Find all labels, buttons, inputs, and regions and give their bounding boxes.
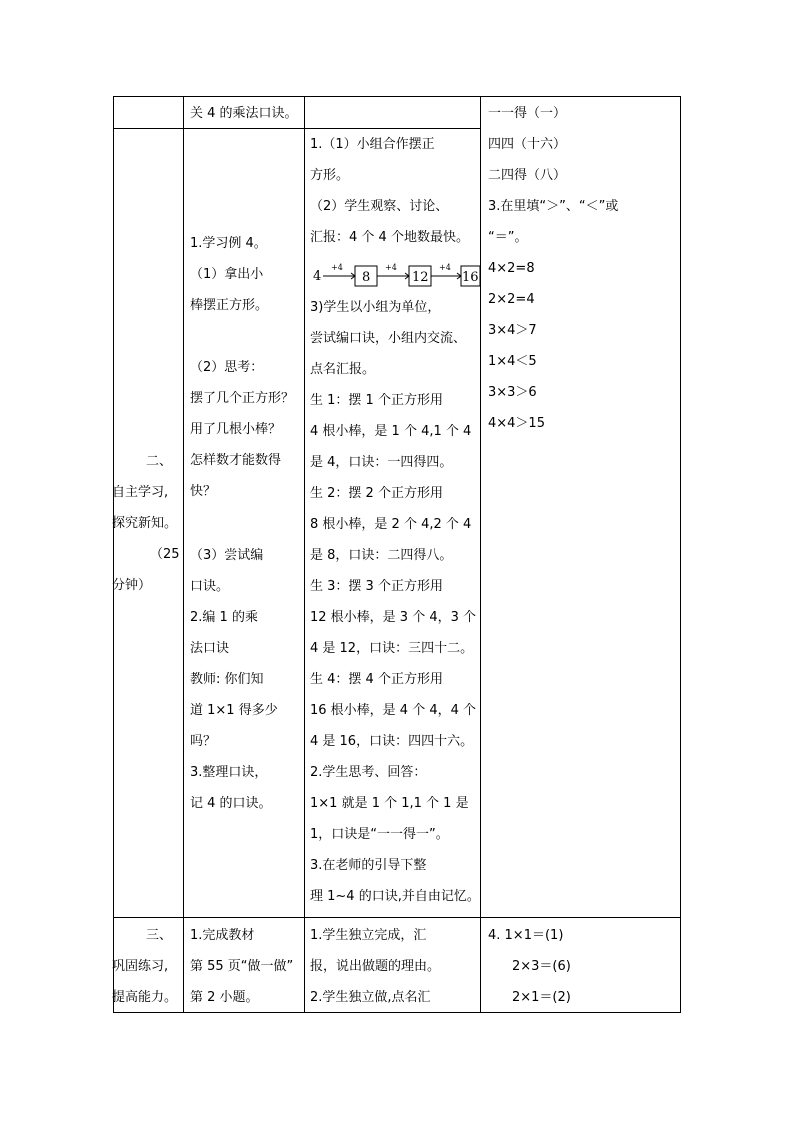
- section-three-heading: 三、 巩固练习, 提高能力。: [112, 928, 178, 1005]
- diagram-start-number: 4: [313, 269, 322, 284]
- answer-line: 3.在里填“＞”、“＜”或: [488, 199, 619, 214]
- row3-teacher: 1.完成教材 第 55 页“做一做” 第 2 小题。: [190, 928, 294, 1005]
- row1-col2-text: 关 4 的乘法口诀。: [190, 106, 298, 121]
- answer-line: 1×4＜5: [488, 354, 537, 369]
- student-activities-1: 1.（1）小组合作摆正 方形。 （2）学生观察、讨论、 汇报：4 个 4 个地数最快。: [310, 137, 469, 245]
- counting-diagram: [311, 261, 481, 289]
- diagram-step-label: +4: [439, 263, 451, 272]
- section-two-heading: 二、 自主学习, 探究新知。 （25 分钟）: [112, 454, 180, 593]
- answer-line: 4×2=8: [488, 261, 535, 276]
- answer-line: 4×4＞15: [488, 416, 545, 431]
- answer-line: 2×2=4: [488, 292, 535, 307]
- diagram-step-label: +4: [331, 263, 343, 272]
- student-activities-2: 3)学生以小组为单位， 尝试编口诀，小组内交流、 点名汇报。 生 1：摆 1 个正方形用 4 根小棒，是 1 个 4,1 个 4 是 4，口诀：一四得四。 生 2：摆 2 个正方形用 8 根小棒，是 2 个 4,2 个 4 是 8，口诀：二四得八。 生 3：摆 3 个正方形用 12 根小棒，是 3 个 4，3 个 4 是 12，口诀：三四十二。 生 4：摆 4 个正方形用 16 根小棒，是 4 个 4，4 个 4 是 16，口诀：四四十六。 2.学生思考、回答： 1×1 就是 1 个 1,1 个 1 是 1，口诀是“一一得一”。 3.在老师的引导下整 理 1~4 的口诀,并自由记忆。: [310, 300, 480, 904]
- answer-line: 一一得（一）: [488, 106, 567, 121]
- teacher-activities-try: （3）尝试编 口诀。 2.编 1 的乘 法口诀 教师: 你们知 道 1×1 得多少 吗？ 3.整理口诀， 记 4 的口诀。: [190, 548, 278, 811]
- diagram-step-label: +4: [385, 263, 397, 272]
- answer-line: 二四得（八）: [488, 168, 567, 183]
- diagram-box-value: 12: [412, 270, 429, 285]
- row3-answers: 4. 1×1＝(1) 2×3＝(6) 2×1＝(2): [488, 928, 571, 1005]
- diagram-box-value: 16: [462, 270, 479, 285]
- answer-line: 3×4＞7: [488, 323, 537, 338]
- diagram-box-value: 8: [362, 270, 371, 285]
- answer-line: 四四（十六）: [488, 137, 567, 152]
- answer-line: 3×3＞6: [488, 385, 537, 400]
- row3-student: 1.学生独立完成，汇 报，说出做题的理由。 2.学生独立做,点名汇: [310, 928, 441, 1005]
- answer-line: “＝”。: [488, 230, 528, 245]
- answers-column: [488, 98, 678, 439]
- teacher-activities-think: （2）思考： 摆了几个正方形？ 用了几根小棒？ 怎样数才能数得 快？: [190, 360, 295, 499]
- teacher-activities: 1.学习例 4。 （1）拿出小 棒摆正方形。: [190, 236, 269, 313]
